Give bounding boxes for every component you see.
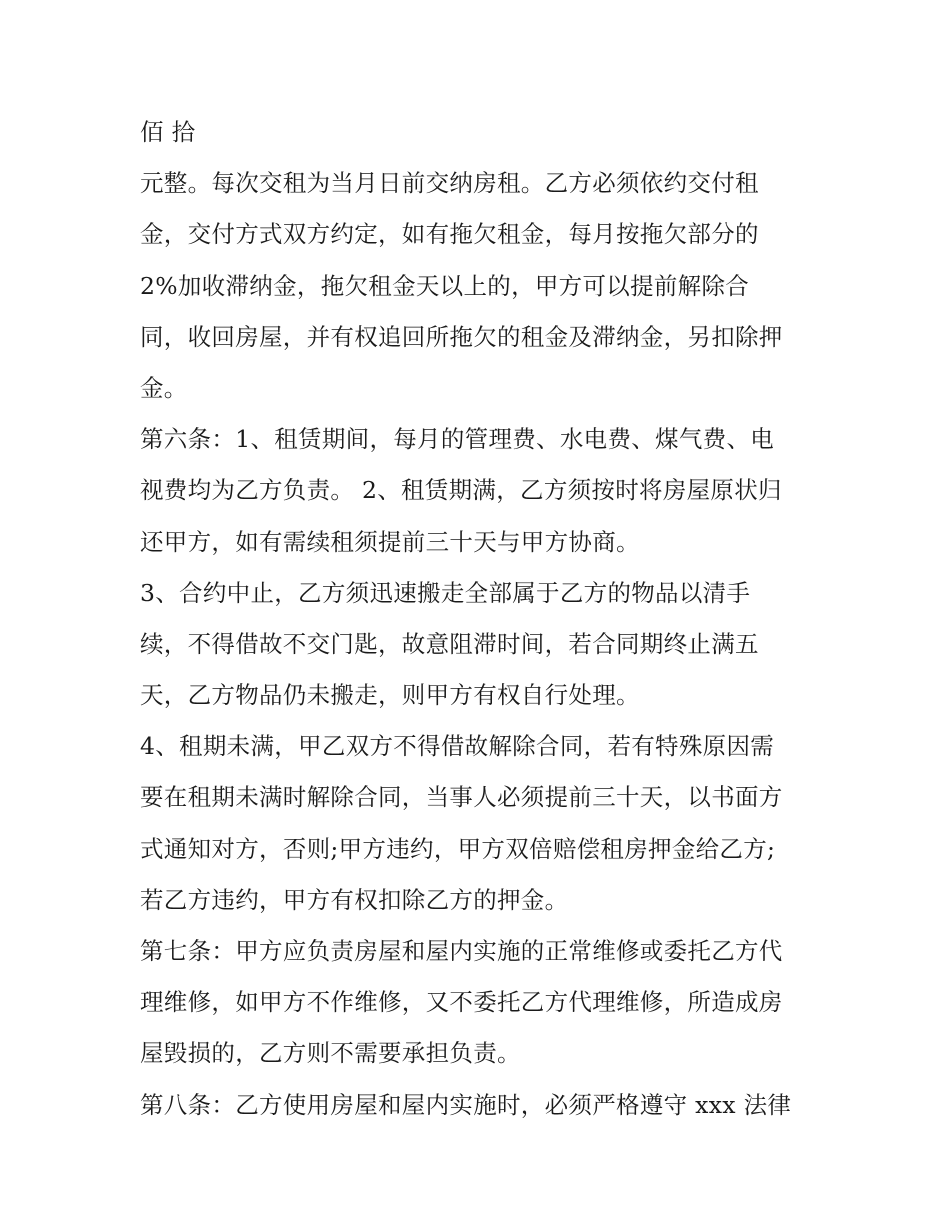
text-line-6: 金。 — [140, 373, 188, 402]
text-line-20: 第八条：乙方使用房屋和屋内实施时，必须严格遵守 xxx 法律 — [140, 1090, 792, 1119]
text-line-7: 第六条：1、租赁期间，每月的管理费、水电费、煤气费、电 — [140, 425, 775, 454]
text-line-10: 3、合约中止，乙方须迅速搬走全部属于乙方的物品以清手 — [140, 578, 751, 607]
contract-text — [140, 107, 820, 1131]
text-line-5: 同，收回房屋，并有权追回所拖欠的租金及滞纳金，另扣除押 — [140, 322, 783, 351]
text-line-2: 元整。每次交租为当月日前交纳房租。乙方必须依约交付租 — [140, 169, 759, 198]
text-line-11: 续，不得借故不交门匙，故意阻滞时间，若合同期终止满五 — [140, 629, 759, 658]
text-line-17: 第七条：甲方应负责房屋和屋内实施的正常维修或委托乙方代 — [140, 937, 783, 965]
text-line-12: 天，乙方物品仍未搬走，则甲方有权自行处理。 — [140, 681, 640, 710]
text-line-14: 要在租期未满时解除合同，当事人必须提前三十天，以书面方 — [140, 783, 783, 812]
text-line-1: 佰 拾 — [140, 118, 196, 146]
text-line-16: 若乙方违约，甲方有权扣除乙方的押金。 — [140, 885, 569, 914]
text-line-9: 还甲方，如有需续租须提前三十天与甲方协商。 — [140, 527, 640, 556]
text-line-15: 式通知对方，否则;甲方违约，甲方双倍赔偿租房押金给乙方; — [140, 834, 776, 863]
text-line-8: 视费均为乙方负责。 2、租赁期满，乙方须按时将房屋原状归 — [140, 476, 782, 505]
text-line-18: 理维修，如甲方不作维修，又不委托乙方代理维修，所造成房 — [140, 988, 783, 1017]
text-line-13: 4、租期未满，甲乙双方不得借故解除合同，若有特殊原因需 — [140, 732, 775, 761]
text-line-3: 金，交付方式双方约定，如有拖欠租金，每月按拖欠部分的 — [140, 220, 759, 249]
text-line-4: 2%加收滞纳金，拖欠租金天以上的，甲方可以提前解除合 — [140, 271, 750, 300]
text-line-19: 屋毁损的，乙方则不需要承担负责。 — [140, 1039, 521, 1068]
